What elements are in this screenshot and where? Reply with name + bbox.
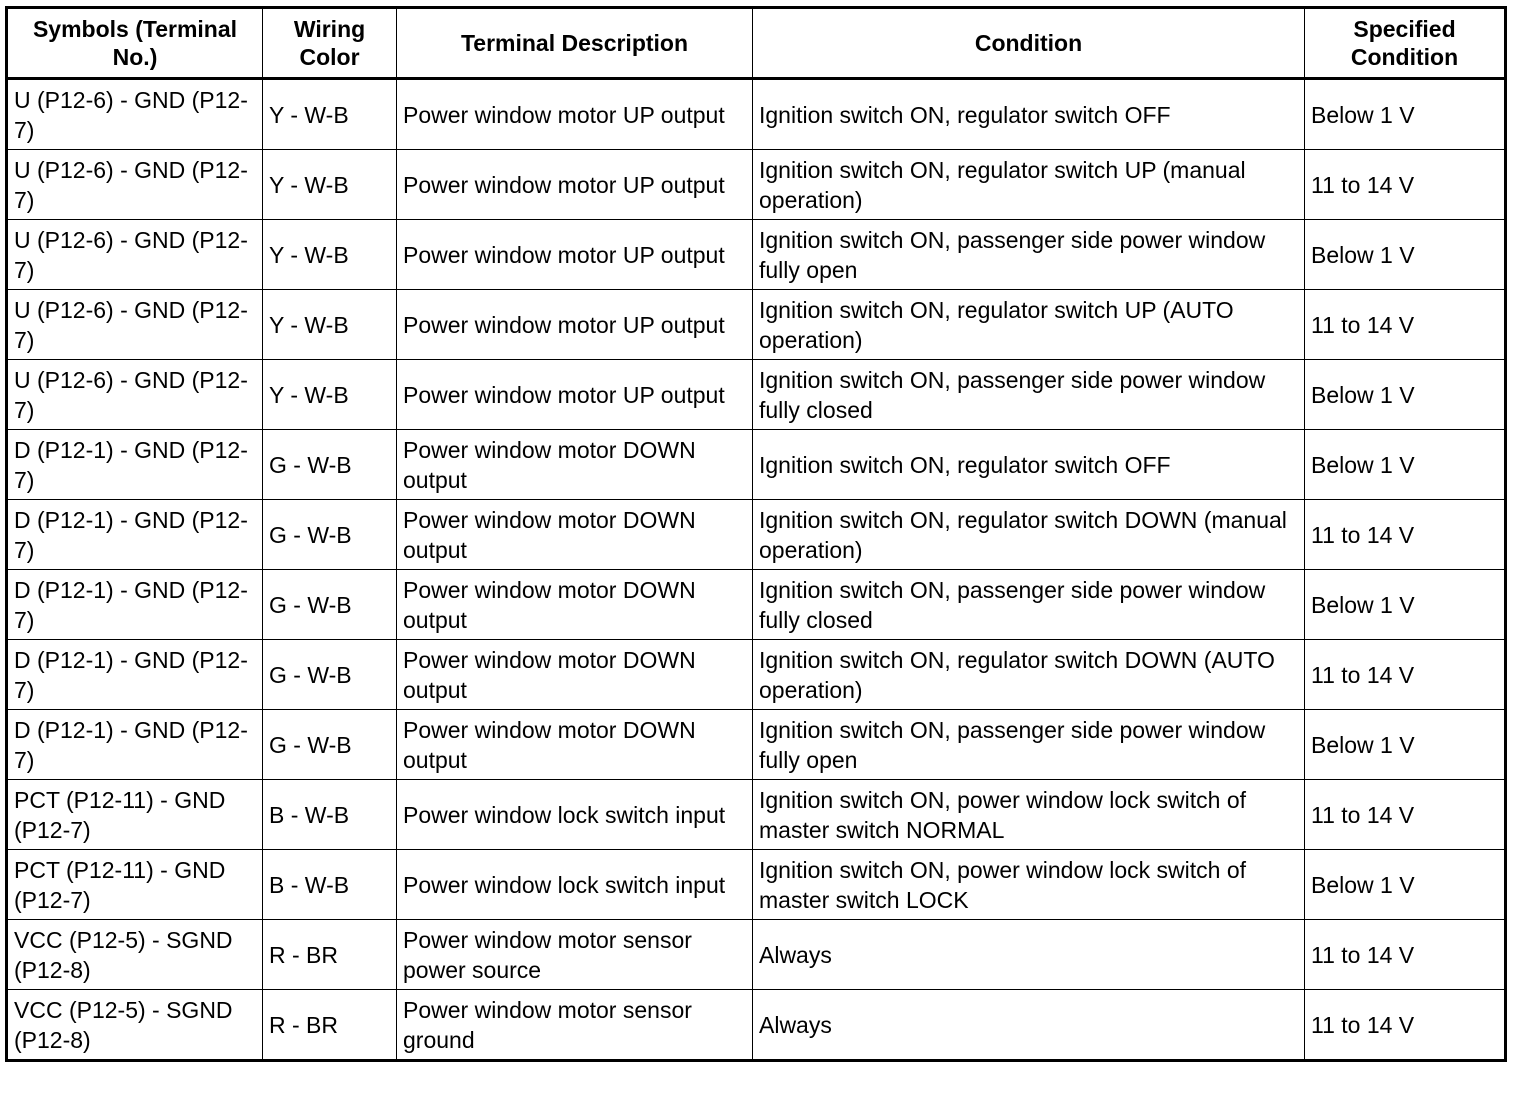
cell-wiring-color: Y - W-B — [263, 220, 397, 290]
cell-specified: Below 1 V — [1305, 710, 1506, 780]
cell-condition: Always — [753, 990, 1305, 1061]
cell-specified: 11 to 14 V — [1305, 920, 1506, 990]
table-row — [7, 360, 1506, 430]
table-row — [7, 290, 1506, 360]
cell-wiring-color: G - W-B — [263, 430, 397, 500]
cell-description: Power window motor DOWN output — [397, 570, 753, 640]
cell-specified: Below 1 V — [1305, 79, 1506, 150]
terminal-table-container — [5, 6, 1507, 1062]
cell-wiring-color: B - W-B — [263, 850, 397, 920]
cell-condition: Always — [753, 920, 1305, 990]
cell-wiring-color: R - BR — [263, 920, 397, 990]
cell-symbol: D (P12-1) - GND (P12-7) — [7, 570, 263, 640]
table-row — [7, 79, 1506, 150]
cell-description: Power window lock switch input — [397, 850, 753, 920]
table-row — [7, 990, 1506, 1061]
cell-description: Power window motor sensor ground — [397, 990, 753, 1061]
table-header-row — [7, 8, 1506, 79]
cell-condition: Ignition switch ON, regulator switch OFF — [753, 79, 1305, 150]
cell-specified: Below 1 V — [1305, 850, 1506, 920]
cell-specified: Below 1 V — [1305, 570, 1506, 640]
cell-wiring-color: Y - W-B — [263, 150, 397, 220]
cell-wiring-color: G - W-B — [263, 570, 397, 640]
cell-wiring-color: Y - W-B — [263, 290, 397, 360]
table-row — [7, 710, 1506, 780]
header-symbols: Symbols (Terminal No.) — [7, 8, 263, 79]
cell-condition: Ignition switch ON, regulator switch DOWN (manual operation) — [753, 500, 1305, 570]
cell-symbol: U (P12-6) - GND (P12-7) — [7, 290, 263, 360]
table-row — [7, 220, 1506, 290]
cell-condition: Ignition switch ON, passenger side power window fully open — [753, 220, 1305, 290]
cell-description: Power window motor UP output — [397, 220, 753, 290]
cell-wiring-color: G - W-B — [263, 640, 397, 710]
cell-symbol: D (P12-1) - GND (P12-7) — [7, 500, 263, 570]
cell-condition: Ignition switch ON, passenger side power window fully closed — [753, 360, 1305, 430]
cell-condition: Ignition switch ON, passenger side power window fully open — [753, 710, 1305, 780]
cell-symbol: U (P12-6) - GND (P12-7) — [7, 360, 263, 430]
cell-description: Power window motor DOWN output — [397, 430, 753, 500]
cell-description: Power window motor DOWN output — [397, 710, 753, 780]
cell-symbol: U (P12-6) - GND (P12-7) — [7, 79, 263, 150]
cell-description: Power window motor DOWN output — [397, 500, 753, 570]
table-row — [7, 500, 1506, 570]
cell-specified: Below 1 V — [1305, 430, 1506, 500]
cell-condition: Ignition switch ON, regulator switch UP (manual operation) — [753, 150, 1305, 220]
cell-condition: Ignition switch ON, regulator switch UP (AUTO operation) — [753, 290, 1305, 360]
cell-wiring-color: G - W-B — [263, 710, 397, 780]
cell-specified: Below 1 V — [1305, 220, 1506, 290]
cell-symbol: D (P12-1) - GND (P12-7) — [7, 640, 263, 710]
table-row — [7, 850, 1506, 920]
cell-symbol: VCC (P12-5) - SGND (P12-8) — [7, 920, 263, 990]
cell-wiring-color: Y - W-B — [263, 79, 397, 150]
header-specified-condition: Specified Condition — [1305, 8, 1506, 79]
cell-wiring-color: G - W-B — [263, 500, 397, 570]
cell-symbol: U (P12-6) - GND (P12-7) — [7, 150, 263, 220]
cell-description: Power window lock switch input — [397, 780, 753, 850]
cell-description: Power window motor DOWN output — [397, 640, 753, 710]
table-row — [7, 150, 1506, 220]
table-row — [7, 920, 1506, 990]
table-row — [7, 430, 1506, 500]
terminal-specification-table — [5, 6, 1507, 1062]
cell-specified: 11 to 14 V — [1305, 150, 1506, 220]
cell-description: Power window motor UP output — [397, 150, 753, 220]
cell-wiring-color: Y - W-B — [263, 360, 397, 430]
cell-wiring-color: B - W-B — [263, 780, 397, 850]
cell-symbol: PCT (P12-11) - GND (P12-7) — [7, 850, 263, 920]
table-row — [7, 640, 1506, 710]
cell-symbol: D (P12-1) - GND (P12-7) — [7, 430, 263, 500]
cell-specified: 11 to 14 V — [1305, 780, 1506, 850]
cell-description: Power window motor sensor power source — [397, 920, 753, 990]
header-wiring-color: Wiring Color — [263, 8, 397, 79]
cell-symbol: VCC (P12-5) - SGND (P12-8) — [7, 990, 263, 1061]
cell-condition: Ignition switch ON, power window lock switch of master switch NORMAL — [753, 780, 1305, 850]
cell-symbol: PCT (P12-11) - GND (P12-7) — [7, 780, 263, 850]
cell-specified: 11 to 14 V — [1305, 290, 1506, 360]
header-terminal-description: Terminal Description — [397, 8, 753, 79]
cell-wiring-color: R - BR — [263, 990, 397, 1061]
cell-condition: Ignition switch ON, passenger side power window fully closed — [753, 570, 1305, 640]
cell-symbol: D (P12-1) - GND (P12-7) — [7, 710, 263, 780]
cell-description: Power window motor UP output — [397, 79, 753, 150]
cell-description: Power window motor UP output — [397, 290, 753, 360]
cell-condition: Ignition switch ON, regulator switch OFF — [753, 430, 1305, 500]
header-condition: Condition — [753, 8, 1305, 79]
cell-specified: 11 to 14 V — [1305, 640, 1506, 710]
table-row — [7, 780, 1506, 850]
cell-specified: Below 1 V — [1305, 360, 1506, 430]
cell-specified: 11 to 14 V — [1305, 990, 1506, 1061]
table-row — [7, 570, 1506, 640]
cell-condition: Ignition switch ON, power window lock switch of master switch LOCK — [753, 850, 1305, 920]
cell-description: Power window motor UP output — [397, 360, 753, 430]
cell-symbol: U (P12-6) - GND (P12-7) — [7, 220, 263, 290]
cell-condition: Ignition switch ON, regulator switch DOWN (AUTO operation) — [753, 640, 1305, 710]
cell-specified: 11 to 14 V — [1305, 500, 1506, 570]
